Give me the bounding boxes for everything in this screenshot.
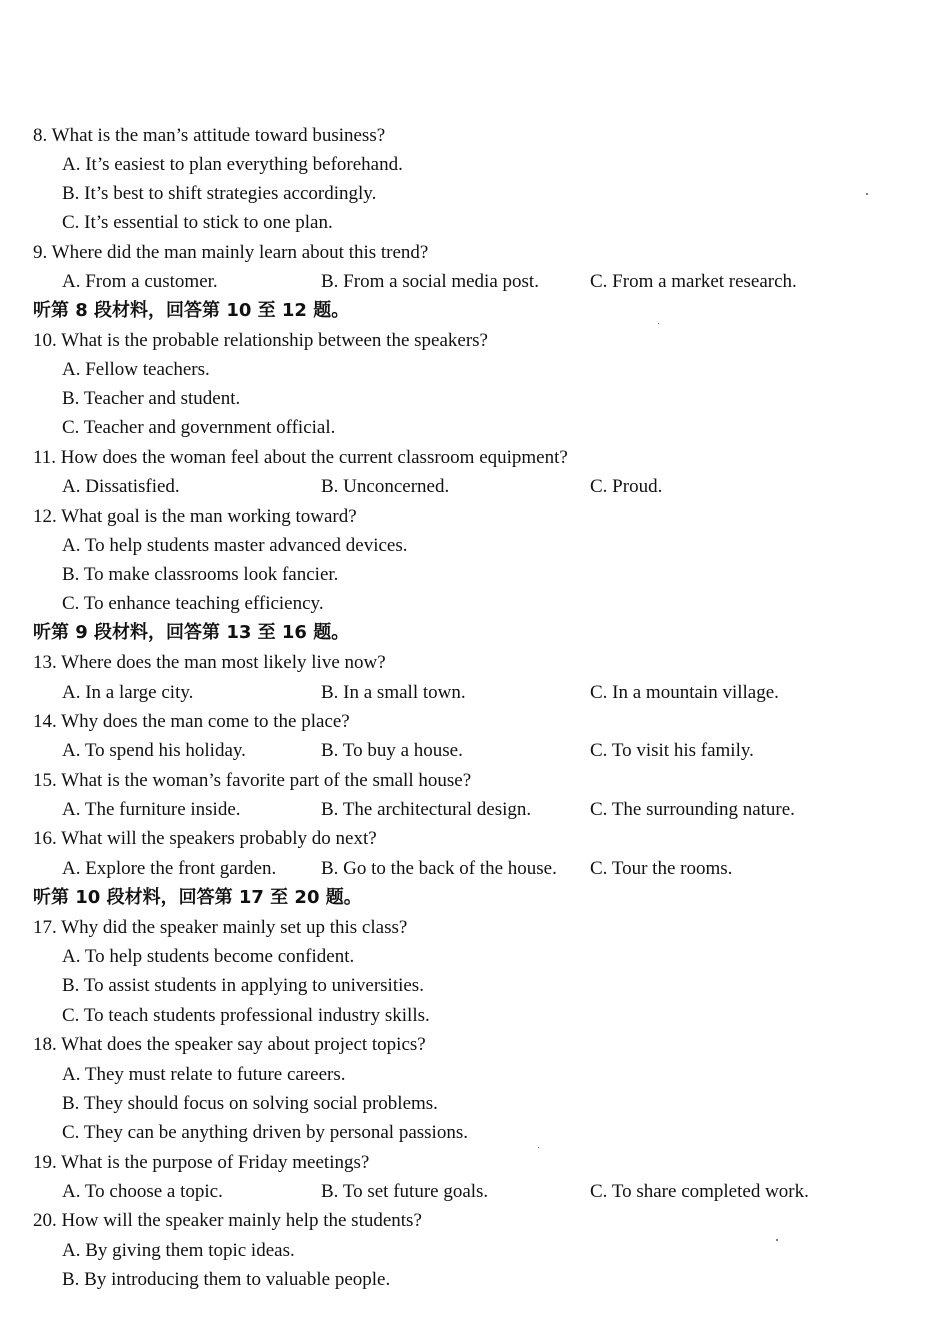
question-16-option-b: B. Go to the back of the house. [321, 858, 557, 879]
question-10-option-a: A. Fellow teachers. [62, 359, 210, 380]
question-9-option-c: C. From a market research. [590, 271, 797, 292]
question-18-option-c: C. They can be anything driven by personal passions. [62, 1122, 468, 1143]
question-15-option-a: A. The furniture inside. [62, 799, 241, 820]
question-14-option-c: C. To visit his family. [590, 740, 754, 761]
section-9-heading: 听第 9 段材料，回答第 13 至 16 题。 [33, 622, 350, 643]
question-10-option-b: B. Teacher and student. [62, 388, 241, 409]
question-17-option-b: B. To assist students in applying to universities. [62, 975, 424, 996]
question-15-options [62, 795, 922, 824]
question-9-stem: 9. Where did the man mainly learn about this trend? [33, 242, 429, 263]
question-14-stem: 14. Why does the man come to the place? [33, 711, 350, 732]
question-18-option-a: A. They must relate to future careers. [62, 1064, 346, 1085]
question-20-option-b: B. By introducing them to valuable people. [62, 1269, 391, 1289]
question-14-options [62, 736, 922, 765]
question-18-stem: 18. What does the speaker say about project topics? [33, 1034, 426, 1055]
question-16-option-c: C. Tour the rooms. [590, 858, 733, 879]
question-11-stem: 11. How does the woman feel about the current classroom equipment? [33, 447, 568, 468]
question-13-option-b: B. In a small town. [321, 682, 466, 703]
question-13-option-c: C. In a mountain village. [590, 682, 779, 703]
question-15-stem: 15. What is the woman’s favorite part of the small house? [33, 770, 472, 791]
question-11-option-a: A. Dissatisfied. [62, 476, 180, 497]
question-14-option-b: B. To buy a house. [321, 740, 463, 761]
question-19-option-b: B. To set future goals. [321, 1181, 489, 1202]
scan-speck [658, 323, 659, 324]
question-13-options [62, 678, 922, 707]
question-10-stem: 10. What is the probable relationship between the speakers? [33, 330, 488, 351]
question-8-option-b: B. It’s best to shift strategies accordingly. [62, 183, 377, 204]
section-10-heading: 听第 10 段材料，回答第 17 至 20 题。 [33, 887, 362, 908]
question-16-stem: 16. What will the speakers probably do next? [33, 828, 377, 849]
question-14-option-a: A. To spend his holiday. [62, 740, 246, 761]
question-11-option-b: B. Unconcerned. [321, 476, 450, 497]
question-15-option-c: C. The surrounding nature. [590, 799, 795, 820]
question-9-options [62, 267, 922, 296]
scan-speck [866, 193, 868, 195]
question-19-options [62, 1177, 922, 1206]
scan-speck [538, 1147, 539, 1148]
question-20-stem: 20. How will the speaker mainly help the students? [33, 1210, 422, 1231]
question-9-option-b: B. From a social media post. [321, 271, 539, 292]
question-12-option-b: B. To make classrooms look fancier. [62, 564, 339, 585]
question-10-option-c: C. Teacher and government official. [62, 417, 336, 438]
question-17-option-c: C. To teach students professional industry skills. [62, 1005, 430, 1026]
question-18-option-b: B. They should focus on solving social problems. [62, 1093, 438, 1114]
question-19-option-a: A. To choose a topic. [62, 1181, 223, 1202]
question-12-stem: 12. What goal is the man working toward? [33, 506, 357, 527]
question-13-option-a: A. In a large city. [62, 682, 194, 703]
question-12-option-a: A. To help students master advanced devices. [62, 535, 408, 556]
question-17-option-a: A. To help students become confident. [62, 946, 355, 967]
question-17-stem: 17. Why did the speaker mainly set up this class? [33, 917, 408, 938]
question-8-option-a: A. It’s easiest to plan everything beforehand. [62, 154, 403, 175]
question-16-option-a: A. Explore the front garden. [62, 858, 277, 879]
question-9-option-a: A. From a customer. [62, 271, 218, 292]
question-19-stem: 19. What is the purpose of Friday meetings? [33, 1152, 370, 1173]
scan-speck [776, 1239, 778, 1241]
question-8-option-c: C. It’s essential to stick to one plan. [62, 212, 333, 233]
question-16-options [62, 854, 922, 883]
question-11-option-c: C. Proud. [590, 476, 663, 497]
question-15-option-b: B. The architectural design. [321, 799, 532, 820]
question-12-option-c: C. To enhance teaching efficiency. [62, 593, 324, 614]
question-20-option-a: A. By giving them topic ideas. [62, 1240, 295, 1261]
question-13-stem: 13. Where does the man most likely live now? [33, 652, 386, 673]
section-8-heading: 听第 8 段材料，回答第 10 至 12 题。 [33, 300, 350, 321]
question-8-stem: 8. What is the man’s attitude toward business? [33, 125, 386, 146]
question-11-options [62, 472, 922, 501]
question-19-option-c: C. To share completed work. [590, 1181, 809, 1202]
